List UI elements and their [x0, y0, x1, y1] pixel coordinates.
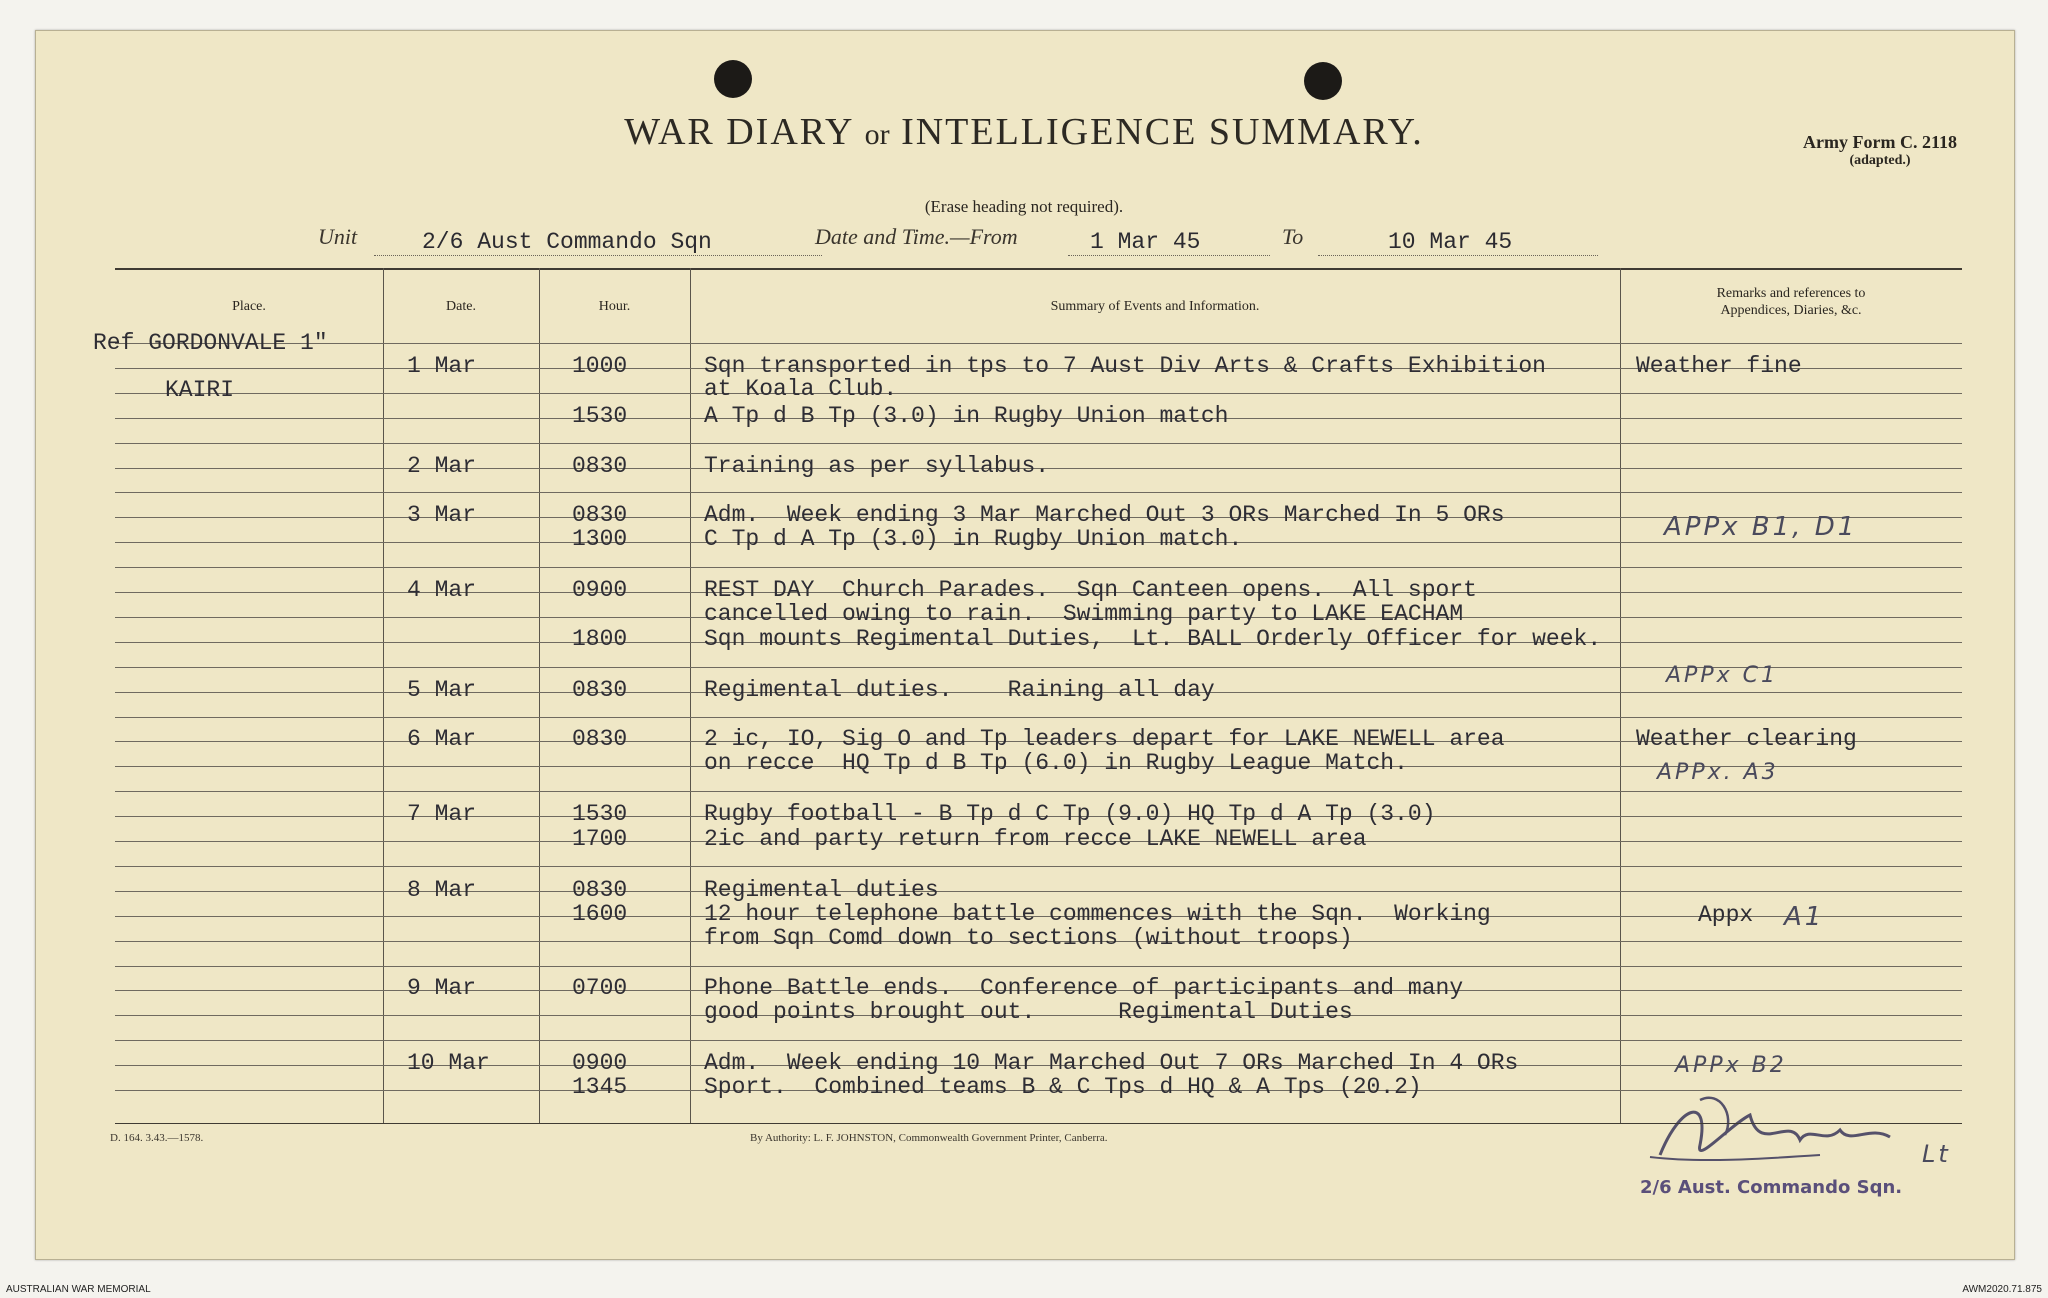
- row-summary: cancelled owing to rain. Swimming party to LAKE EACHAM: [704, 601, 1464, 627]
- footer-authority: By Authority: L. F. JOHNSTON, Commonwealth Government Printer, Canberra.: [750, 1132, 1108, 1144]
- header-place: Place.: [232, 299, 266, 314]
- row-date: 5 Mar: [407, 677, 477, 703]
- place-kairi: KAIRI: [165, 377, 235, 403]
- from-value-line: [1068, 228, 1270, 256]
- page-title: [0, 110, 2048, 154]
- row-date: 3 Mar: [407, 502, 477, 528]
- row-summary: Sqn mounts Regimental Duties, Lt. BALL Orderly Officer for week.: [704, 626, 1602, 652]
- ruled-line: [115, 717, 1962, 718]
- ruled-line: [115, 343, 1962, 344]
- col-divider-place: [383, 268, 384, 1123]
- row-summary: Regimental duties: [704, 877, 939, 903]
- handwritten-a1: A1: [1784, 902, 1825, 932]
- ruled-line: [115, 443, 1962, 444]
- header-remarks-line1: Remarks and references to: [1716, 286, 1866, 301]
- row-summary: on recce HQ Tp d B Tp (6.0) in Rugby League Match.: [704, 750, 1408, 776]
- unit-value-line: [374, 228, 822, 256]
- row-hour: 0700: [572, 975, 628, 1001]
- footer-rule: [115, 1123, 1962, 1124]
- ruled-line: [115, 791, 1962, 792]
- form-id: [1760, 132, 2000, 169]
- row-summary: A Tp d B Tp (3.0) in Rugby Union match: [704, 403, 1229, 429]
- signature-rank: Lt: [1922, 1140, 1951, 1168]
- ruled-line: [115, 891, 1962, 892]
- table-top-rule: [115, 268, 1962, 270]
- row-summary: Training as per syllabus.: [704, 453, 1050, 479]
- from-value: 1 Mar 45: [1068, 229, 1270, 256]
- title-intelligence-summary: INTELLIGENCE SUMMARY.: [901, 111, 1424, 153]
- row-date: 6 Mar: [407, 726, 477, 752]
- row-summary: REST DAY Church Parades. Sqn Canteen opens. All sport: [704, 577, 1477, 603]
- ruled-line: [115, 966, 1962, 967]
- row-hour: 1800: [572, 626, 628, 652]
- unit-value: 2/6 Aust Commando Sqn: [374, 229, 822, 256]
- row-summary: 2ic and party return from recce LAKE NEWELL area: [704, 826, 1367, 852]
- row-hour: 1600: [572, 901, 628, 927]
- header-date: Date.: [446, 299, 476, 314]
- header-remarks: [1620, 285, 1962, 319]
- row-date: 1 Mar: [407, 353, 477, 379]
- row-date: 2 Mar: [407, 453, 477, 479]
- appx-a1-label: Appx: [1698, 902, 1754, 928]
- col-divider-summary: [1620, 268, 1621, 1123]
- row-date: 7 Mar: [407, 801, 477, 827]
- row-summary: C Tp d A Tp (3.0) in Rugby Union match.: [704, 526, 1243, 552]
- row-summary: Adm. Week ending 10 Mar Marched Out 7 ORs Marched In 4 ORs: [704, 1050, 1519, 1076]
- footer-form-code: D. 164. 3.43.—1578.: [110, 1132, 204, 1144]
- row-date: 10 Mar: [407, 1050, 490, 1076]
- date-label: Date and Time.—From: [815, 224, 1018, 249]
- ruled-line: [115, 393, 1962, 394]
- col-divider-date: [539, 268, 540, 1123]
- row-summary: at Koala Club.: [704, 376, 898, 402]
- col-divider-hour: [690, 268, 691, 1123]
- row-hour: 1530: [572, 403, 628, 429]
- row-summary: Regimental duties. Raining all day: [704, 677, 1215, 703]
- unit-label-text: Unit: [318, 224, 358, 249]
- row-summary: Sqn transported in tps to 7 Aust Div Arts & Crafts Exhibition: [704, 353, 1546, 379]
- title-war-diary: WAR DIARY: [624, 111, 854, 153]
- row-hour: 0830: [572, 502, 628, 528]
- form-adapted: (adapted.): [1849, 153, 1911, 168]
- to-value-line: [1318, 228, 1598, 256]
- subtitle: (Erase heading not required).: [924, 197, 1124, 216]
- punch-hole-left: [714, 60, 752, 98]
- row-summary: 12 hour telephone battle commences with the Sqn. Working: [704, 901, 1491, 927]
- row-hour: 0830: [572, 877, 628, 903]
- ruled-line: [115, 492, 1962, 493]
- row-hour: 1530: [572, 801, 628, 827]
- row-summary: Adm. Week ending 3 Mar Marched Out 3 ORs Marched In 5 ORs: [704, 502, 1505, 528]
- title-or: or: [864, 118, 890, 151]
- unit-stamp: 2/6 Aust. Commando Sqn.: [1640, 1177, 1903, 1198]
- credit-accession: AWM2020.71.875: [1962, 1284, 2042, 1295]
- header-remarks-line2: Appendices, Diaries, &c.: [1720, 303, 1862, 318]
- header-hour: Hour.: [598, 299, 631, 314]
- ruled-line: [115, 1040, 1962, 1041]
- to-label: To: [1282, 224, 1304, 249]
- row-remark: Weather fine: [1636, 353, 1802, 379]
- row-hour: 1700: [572, 826, 628, 852]
- handwritten-appx-a3: APPx. A3: [1657, 760, 1779, 785]
- handwritten-appx-b1-d1: APPx B1, D1: [1664, 512, 1858, 542]
- unit-label: [318, 224, 357, 250]
- form-number: Army Form C. 2118: [1803, 132, 1957, 152]
- row-date: 9 Mar: [407, 975, 477, 1001]
- row-hour: 0900: [572, 577, 628, 603]
- row-summary: from Sqn Comd down to sections (without troops): [704, 925, 1353, 951]
- header-summary: Summary of Events and Information.: [1050, 299, 1260, 314]
- row-date: 8 Mar: [407, 877, 477, 903]
- handwritten-appx-c1: APPx C1: [1666, 663, 1778, 688]
- row-summary: Rugby football - B Tp d C Tp (9.0) HQ Tp d A Tp (3.0): [704, 801, 1436, 827]
- to-value: 10 Mar 45: [1318, 229, 1598, 256]
- row-hour: 1345: [572, 1074, 628, 1100]
- punch-hole-right: [1304, 62, 1342, 100]
- ruled-line: [115, 567, 1962, 568]
- row-summary: good points brought out. Regimental Duties: [704, 999, 1353, 1025]
- row-hour: 0900: [572, 1050, 628, 1076]
- row-summary: Phone Battle ends. Conference of participants and many: [704, 975, 1464, 1001]
- row-hour: 0830: [572, 726, 628, 752]
- handwritten-appx-b2: APPx B2: [1675, 1053, 1787, 1078]
- row-remark: Weather clearing: [1636, 726, 1857, 752]
- row-summary: 2 ic, IO, Sig O and Tp leaders depart for LAKE NEWELL area: [704, 726, 1505, 752]
- row-hour: 0830: [572, 453, 628, 479]
- ruled-line: [115, 866, 1962, 867]
- row-hour: 1000: [572, 353, 628, 379]
- place-ref: Ref GORDONVALE 1": [93, 330, 328, 356]
- row-summary: Sport. Combined teams B & C Tps d HQ & A Tps (20.2): [704, 1074, 1422, 1100]
- row-hour: 1300: [572, 526, 628, 552]
- row-hour: 0830: [572, 677, 628, 703]
- row-date: 4 Mar: [407, 577, 477, 603]
- credit-awm: AUSTRALIAN WAR MEMORIAL: [6, 1284, 151, 1295]
